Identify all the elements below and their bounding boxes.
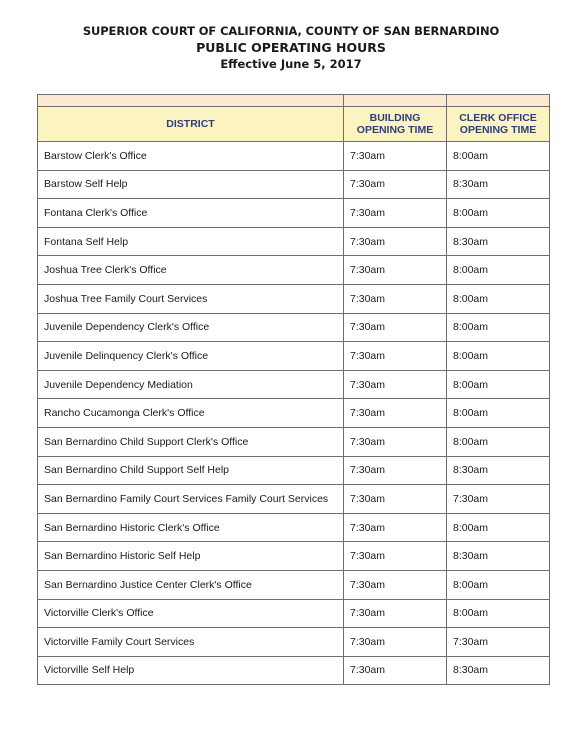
- building-time-cell: 7:30am: [344, 199, 447, 228]
- building-time-cell: 7:30am: [344, 570, 447, 599]
- column-header-clerk-time: CLERK OFFICE OPENING TIME: [447, 107, 550, 142]
- effective-date: Effective June 5, 2017: [220, 57, 362, 71]
- clerk-time-cell: 8:00am: [447, 313, 550, 342]
- column-header-building-time: BUILDING OPENING TIME: [344, 107, 447, 142]
- court-title: SUPERIOR COURT OF CALIFORNIA, COUNTY OF SAN BERNARDINO: [82, 24, 500, 38]
- table-row: [38, 656, 550, 685]
- building-time-cell: 7:30am: [344, 227, 447, 256]
- clerk-time-cell: 8:00am: [447, 370, 550, 399]
- clerk-time-cell: 8:30am: [447, 456, 550, 485]
- building-time-cell: 7:30am: [344, 599, 447, 628]
- district-cell: Fontana Self Help: [38, 227, 344, 256]
- clerk-time-cell: 7:30am: [447, 628, 550, 657]
- building-time-cell: 7:30am: [344, 456, 447, 485]
- clerk-time-cell: 8:00am: [447, 513, 550, 542]
- table-row: [38, 142, 550, 171]
- district-cell: Victorville Family Court Services: [38, 628, 344, 657]
- table-row: [38, 628, 550, 657]
- clerk-time-cell: 8:00am: [447, 142, 550, 171]
- document-header: [0, 23, 582, 73]
- building-time-cell: 7:30am: [344, 370, 447, 399]
- table-header-row: [38, 107, 550, 142]
- building-time-cell: 7:30am: [344, 628, 447, 657]
- table-top-band: [38, 95, 550, 107]
- table-row: [38, 313, 550, 342]
- table-row: [38, 227, 550, 256]
- table-row: [38, 342, 550, 371]
- table-row: [38, 542, 550, 571]
- column-header-district: DISTRICT: [38, 107, 344, 142]
- clerk-time-cell: 8:00am: [447, 256, 550, 285]
- district-cell: San Bernardino Family Court Services Family Court Services: [38, 485, 344, 514]
- clerk-time-cell: 8:00am: [447, 199, 550, 228]
- building-time-cell: 7:30am: [344, 485, 447, 514]
- district-cell: Fontana Clerk's Office: [38, 199, 344, 228]
- district-cell: Barstow Clerk's Office: [38, 142, 344, 171]
- clerk-time-cell: 8:30am: [447, 656, 550, 685]
- district-cell: Rancho Cucamonga Clerk's Office: [38, 399, 344, 428]
- clerk-time-cell: 8:00am: [447, 399, 550, 428]
- district-cell: Juvenile Delinquency Clerk's Office: [38, 342, 344, 371]
- table-row: [38, 485, 550, 514]
- district-cell: Barstow Self Help: [38, 170, 344, 199]
- building-time-cell: 7:30am: [344, 656, 447, 685]
- building-time-cell: 7:30am: [344, 342, 447, 371]
- hours-table: [37, 94, 550, 685]
- district-cell: San Bernardino Historic Self Help: [38, 542, 344, 571]
- clerk-time-cell: 8:00am: [447, 599, 550, 628]
- table-row: [38, 427, 550, 456]
- table-row: [38, 399, 550, 428]
- building-time-cell: 7:30am: [344, 399, 447, 428]
- building-time-cell: 7:30am: [344, 313, 447, 342]
- district-cell: Juvenile Dependency Mediation: [38, 370, 344, 399]
- building-time-cell: 7:30am: [344, 284, 447, 313]
- table-row: [38, 284, 550, 313]
- building-time-cell: 7:30am: [344, 170, 447, 199]
- table-row: [38, 570, 550, 599]
- clerk-time-cell: 8:00am: [447, 570, 550, 599]
- district-cell: San Bernardino Child Support Self Help: [38, 456, 344, 485]
- table-row: [38, 456, 550, 485]
- building-time-cell: 7:30am: [344, 256, 447, 285]
- district-cell: Victorville Clerk's Office: [38, 599, 344, 628]
- clerk-time-cell: 8:00am: [447, 427, 550, 456]
- clerk-time-cell: 8:30am: [447, 542, 550, 571]
- clerk-time-cell: 8:00am: [447, 342, 550, 371]
- district-cell: Victorville Self Help: [38, 656, 344, 685]
- table-row: [38, 170, 550, 199]
- clerk-time-cell: 8:00am: [447, 284, 550, 313]
- district-cell: Joshua Tree Family Court Services: [38, 284, 344, 313]
- clerk-time-cell: 8:30am: [447, 227, 550, 256]
- table-row: [38, 513, 550, 542]
- clerk-time-cell: 8:30am: [447, 170, 550, 199]
- clerk-time-cell: 7:30am: [447, 485, 550, 514]
- district-cell: San Bernardino Child Support Clerk's Office: [38, 427, 344, 456]
- table-row: [38, 199, 550, 228]
- district-cell: Joshua Tree Clerk's Office: [38, 256, 344, 285]
- building-time-cell: 7:30am: [344, 142, 447, 171]
- district-cell: Juvenile Dependency Clerk's Office: [38, 313, 344, 342]
- building-time-cell: 7:30am: [344, 513, 447, 542]
- table-row: [38, 370, 550, 399]
- building-time-cell: 7:30am: [344, 542, 447, 571]
- table-row: [38, 256, 550, 285]
- table-row: [38, 599, 550, 628]
- building-time-cell: 7:30am: [344, 427, 447, 456]
- table-body: [38, 142, 550, 685]
- district-cell: San Bernardino Historic Clerk's Office: [38, 513, 344, 542]
- district-cell: San Bernardino Justice Center Clerk's Office: [38, 570, 344, 599]
- document-title: PUBLIC OPERATING HOURS: [196, 40, 386, 55]
